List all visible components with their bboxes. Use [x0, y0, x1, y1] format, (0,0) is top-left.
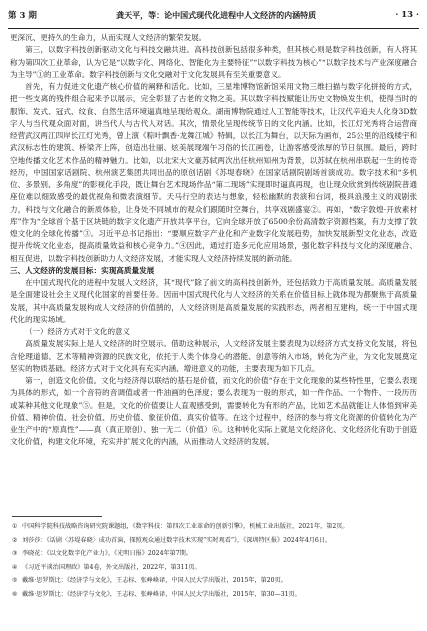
paragraph: 第一，创造文化价值。文化与经济得以联结的基石是价值，而文化的价值“存在于文化现象的某些特性里，它要么表现为具体的形式，如一个音符的音调值或者一件油画的色泽度；要么表现为一般的形式，如一件作品、一个物件、一段历历或某种其他文化现象”⑤。但是，文化的价值要让人直观感受到，需要转化为有形的产品，比如艺术品就能让人体悟到审美价值、精神价值、社会价值、历史价值、象征价值、真实价值等。在这个过程中，经济的参与将文化资源的价值转化为产业生产中的“原真性”——真（真正原创）、独一无二（价值）⑥。这种转化实际上就是文化经济化、文化经济化有助于创造文化价值，构建文化环境，充实并扩展文化的内涵，从而推动人文经济的发展。	[10, 376, 417, 447]
footnote-marker: ②	[12, 536, 18, 544]
footnote-rule	[12, 516, 102, 517]
footnote	[12, 588, 417, 602]
subsection-heading: （一）经济方式对于文化的意义	[25, 327, 130, 336]
paragraph: 首先，有力促进文化遗产核心价值的阐释和活化。比如，三星堆博物馆新馆采用文物三维扫描与数字化拼接的方式，把一些支离的残件组合起来予以展示，完全彰显了古老的文物之美。其以数字科技赋能让历史文物焕发生机，使得当时的服饰、发式、冠式、纹食、自然生活环境逼真地呈现给观众。湖南博物院通过人工智能等技术，让汉代辛追夫人化身3D数字人与当代观众面对面，讲当代人与古代人对话。其次，情景化呈现传统节日的文化内涵。比如，长江灯光秀将合运营商经营武汉两江四岸长江灯光秀，曾上演《粽叶飘香·龙舞江城》特辑，以长江为舞台，以天际为画布，25公里的沿线楼宇和武汉标志性的建筑、桥梁齐上阵，创造出壮丽、炫美展现端午习俗的长江画卷，让游客感受浓厚的节日氛围。最后，跨时空地传播文化艺术作品的精神魅力。比如，以北宋大文豪苏轼两次出任杭州知州为背景，以苏轼在杭州串联起一生的传奇经历，中国国家话剧院、杭州演艺集团共同出品的原创话剧《苏堤春晓》在国家话剧院剧场首演成功。数字技术和“多机位、多景别、多角度”的影视化手段，既让舞台艺术现场作品“第二现场”实现即时逼真再现，也让现众欣赏到传统剧院普通座位难以细致感受的最优视角和微表演细节。天马行空的表达与想象，轻松幽默的表演和台词，极具浪漫主义的戏剧张力，科技与文化融合的新质体验，让身处不同城市的观众们跟随时空舞台，共享戏剧盛宴②。再如，“数字敦煌·开放素材库”作为“全球首个基于区块链的数字文化遗产开放共享平台，它向全球开放了6500余份高清数字资源档案，有力支撑了敦煌文化的全球化传播”③。习近平总书记指出：“要顺应数字产业化和产业数字化发展趋势，加快发展新型文化业态，改造提升传统文化业态，提高质量效益和核心竞争力。”④因此，通过打造多元化应用场景，强化数字科技与文化的深度融合、相互促进，以数字科技创新助力人文经济发展，才能实现人文经济持续发展的新动能。	[10, 82, 417, 263]
paragraph: 高质量发展实际上是人文经济的时空展示。借助这种展示，人文经济发展主要表现为以经济方式支持文化发展，将包含伦理道德、艺术等精神资源的民族文化，依托于人类个体身心的潜能、创意等纳入市场，转化为产业，为文化发展奠定坚实的物质基础。经济方式对于文化具有充实内涵、增进意义的功能，主要表现为如下几点。	[10, 339, 417, 373]
footnote-marker: ③	[12, 550, 18, 558]
page-number: · 13 ·	[395, 10, 419, 20]
paragraph: 第三，以数字科技创新驱动文化与科技交融共进。高科技创新包括很多种类，但其核心则是数字科技创新，有人将其称为第四次工业革命，认为它是“以数字化、网络化、智能化为主要特征”“以数字科技为核心”“以数字技术与产业深度融合为主导”①的工业革命。数字科技创新与文化交融对于文化发展具有至关重要意义。	[10, 45, 417, 79]
footnote-text: 戴维·思罗斯比：《经济学与文化》，王志标、张峥峰译，中国人民大学出版社，2015年，第20页。	[22, 577, 287, 585]
footnote	[12, 561, 417, 575]
running-title: 龚天平，等：论中国式现代化进程中人文经济的内涵特质	[116, 9, 317, 20]
footnote-marker: ⑥	[12, 590, 18, 598]
body-text	[10, 32, 417, 449]
footnote	[12, 574, 417, 588]
footnote-marker: ⑤	[12, 577, 18, 585]
footnote	[12, 520, 417, 534]
footnote-text: 《习近平谈治国理政》第4卷，外文出版社，2022年，第311页。	[22, 563, 201, 571]
footnote-text: 刘莎莎：《话剧〈苏堤春晓〉成功首演，探照观众通过数字技术实现“实时观看”》，《深圳特区报》2024年4月6日。	[22, 536, 332, 544]
header-rule	[8, 28, 419, 29]
footnote-marker: ④	[12, 563, 18, 571]
footnote-marker: ①	[12, 523, 18, 530]
paragraph: 在中国式现代化的进程中发展人文经济，其“现代”除了前文的高科技创新外，还包括致力于高质量发展。高质量发展是全面建设社会主义现代化国家的首要任务。因而中国式现代化与人文经济的关系在价值目标上就体现为都聚焦于高质量发展，其中高质量发展构成人文经济的价值鹄的，人文经济则是高质量发展的实践形态，两者相互建构，统一于中国式现代化的现实场域。	[10, 278, 417, 324]
page-header	[8, 5, 419, 25]
footnote-text: 戴维·思罗斯比：《经济学与文化》，王志标、张峥峰译，中国人民大学出版社，2015年，第30—31页。	[22, 590, 301, 598]
issue-label: 第 3 期	[8, 11, 37, 21]
paragraph: 更深沉、更持久的生命力，从而实现人文经济的繁荣发展。	[10, 33, 207, 42]
footnote-text: 中国科学院科技战略咨询研究院课题组，《数字科技：第四次工业革命的创新引擎》，机械工业出版社，2021年，第2页。	[22, 523, 349, 530]
footnote	[12, 534, 417, 548]
section-heading: 三、人文经济的发展目标：实现高质量发展	[10, 265, 155, 275]
footnotes	[12, 520, 417, 602]
footnote	[12, 547, 417, 561]
footnote-text: 李晓花：《以文化数字化产业力》，《光明日报》2024年第7期。	[22, 550, 192, 558]
